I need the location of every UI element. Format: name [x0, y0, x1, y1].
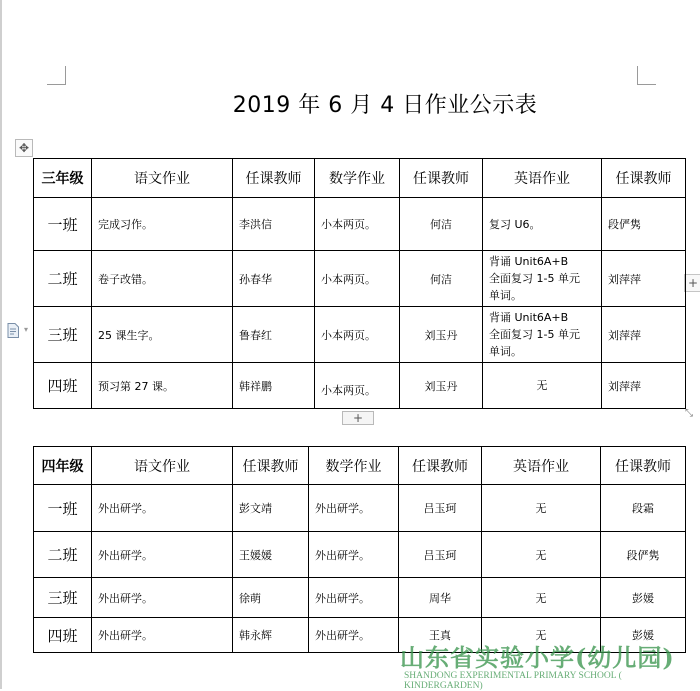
chinese-homework-cell: 外出研学。 [92, 485, 233, 532]
table-row [34, 251, 686, 307]
english-teacher-cell: 刘萍萍 [602, 251, 686, 307]
table-header-row [34, 447, 686, 485]
grade-header: 四年级 [34, 447, 92, 485]
column-header: 语文作业 [92, 447, 233, 485]
chinese-teacher-cell: 韩永辉 [233, 618, 309, 653]
math-teacher-cell: 吕玉珂 [399, 532, 482, 578]
table-row [34, 363, 686, 409]
english-homework-cell [483, 307, 602, 363]
english-homework-line: 背诵 Unit6A+B [489, 311, 569, 324]
class-cell: 四班 [34, 618, 92, 653]
homework-table-grade3 [33, 158, 686, 409]
paragraph-options-caret-icon[interactable]: ▾ [24, 325, 29, 334]
english-homework-cell [483, 251, 602, 307]
chinese-teacher-cell: 彭文靖 [233, 485, 309, 532]
english-homework-cell [483, 198, 602, 251]
chinese-teacher-cell: 韩祥鹏 [233, 363, 315, 409]
chinese-homework-cell: 外出研学。 [92, 618, 233, 653]
table-resize-handle-icon[interactable]: ⤡ [685, 408, 693, 419]
math-teacher-cell: 刘玉丹 [400, 363, 483, 409]
math-teacher-cell: 何洁 [400, 251, 483, 307]
class-cell: 二班 [34, 251, 92, 307]
add-column-button[interactable]: + [684, 274, 700, 292]
chinese-teacher-cell: 孙春华 [233, 251, 315, 307]
english-teacher-cell: 段霜 [601, 485, 686, 532]
watermark-english: SHANDONG EXPERIMENTAL PRIMARY SCHOOL ( KINDERGARDEN) [404, 671, 622, 691]
column-header: 任课教师 [400, 159, 483, 198]
column-header: 任课教师 [602, 159, 686, 198]
table-move-handle-icon[interactable]: ✥ [15, 139, 33, 157]
english-homework-cell: 无 [482, 618, 601, 653]
math-teacher-cell: 何洁 [400, 198, 483, 251]
math-homework-cell: 外出研学。 [309, 532, 399, 578]
english-homework-cell: 无 [482, 485, 601, 532]
english-teacher-cell: 段俨隽 [601, 532, 686, 578]
column-header: 任课教师 [601, 447, 686, 485]
chinese-homework-cell: 预习第 27 课。 [92, 363, 233, 409]
chinese-homework-cell: 卷子改错。 [92, 251, 233, 307]
english-teacher-cell: 彭媛 [601, 578, 686, 618]
column-header: 任课教师 [233, 447, 309, 485]
chinese-homework-cell: 外出研学。 [92, 578, 233, 618]
column-header: 数学作业 [315, 159, 400, 198]
english-homework-line: 无 [536, 379, 548, 392]
column-header: 英语作业 [483, 159, 602, 198]
english-teacher-cell: 刘萍萍 [602, 307, 686, 363]
table-row [34, 532, 686, 578]
math-teacher-cell: 吕玉珂 [399, 485, 482, 532]
math-homework-cell: 外出研学。 [309, 578, 399, 618]
crop-mark-top-left [47, 66, 66, 85]
english-homework-line: 单词。 [489, 345, 522, 358]
class-cell: 二班 [34, 532, 92, 578]
math-homework-cell: 小本两页。 [315, 307, 400, 363]
math-teacher-cell: 周华 [399, 578, 482, 618]
chinese-homework-cell: 完成习作。 [92, 198, 233, 251]
class-cell: 四班 [34, 363, 92, 409]
english-teacher-cell: 段俨隽 [602, 198, 686, 251]
math-homework-cell: 小本两页。 [315, 363, 400, 409]
paragraph-options-icon[interactable] [7, 323, 19, 338]
table-row [34, 198, 686, 251]
crop-mark-top-right [637, 66, 656, 85]
chinese-teacher-cell: 徐萌 [233, 578, 309, 618]
column-header: 任课教师 [233, 159, 315, 198]
add-row-button[interactable]: + [342, 411, 374, 425]
column-header: 任课教师 [399, 447, 482, 485]
chinese-homework-cell: 外出研学。 [92, 532, 233, 578]
column-header: 语文作业 [92, 159, 233, 198]
math-homework-cell: 外出研学。 [309, 618, 399, 653]
column-header: 数学作业 [309, 447, 399, 485]
english-homework-line: 复习 U6。 [489, 217, 541, 231]
homework-table-grade4 [33, 446, 686, 653]
chinese-teacher-cell: 鲁春红 [233, 307, 315, 363]
math-homework-cell: 小本两页。 [315, 251, 400, 307]
class-cell: 一班 [34, 198, 92, 251]
english-homework-line: 全面复习 1-5 单元 [489, 272, 580, 285]
watermark-chinese: 山东省实验小学(幼儿园) [400, 643, 675, 672]
class-cell: 三班 [34, 578, 92, 618]
document-title: 2019 年 6 月 4 日作业公示表 [232, 93, 538, 118]
math-teacher-cell: 王真 [399, 618, 482, 653]
class-cell: 一班 [34, 485, 92, 532]
english-homework-line: 背诵 Unit6A+B [489, 255, 569, 268]
chinese-homework-cell: 25 课生字。 [92, 307, 233, 363]
column-header: 英语作业 [482, 447, 601, 485]
math-homework-cell: 小本两页。 [315, 198, 400, 251]
english-teacher-cell: 刘萍萍 [602, 363, 686, 409]
english-homework-cell: 无 [482, 532, 601, 578]
table-row [34, 618, 686, 653]
table-header-row [34, 159, 686, 198]
math-homework-cell: 外出研学。 [309, 485, 399, 532]
table-row [34, 307, 686, 363]
table-row [34, 578, 686, 618]
table-row [34, 485, 686, 532]
english-homework-cell: 无 [482, 578, 601, 618]
grade-header: 三年级 [34, 159, 92, 198]
english-teacher-cell: 彭媛 [601, 618, 686, 653]
chinese-teacher-cell: 王媛媛 [233, 532, 309, 578]
english-homework-line: 单词。 [489, 289, 522, 302]
english-homework-line: 全面复习 1-5 单元 [489, 328, 580, 341]
english-homework-cell [483, 363, 602, 409]
chinese-teacher-cell: 李洪信 [233, 198, 315, 251]
class-cell: 三班 [34, 307, 92, 363]
math-teacher-cell: 刘玉丹 [400, 307, 483, 363]
